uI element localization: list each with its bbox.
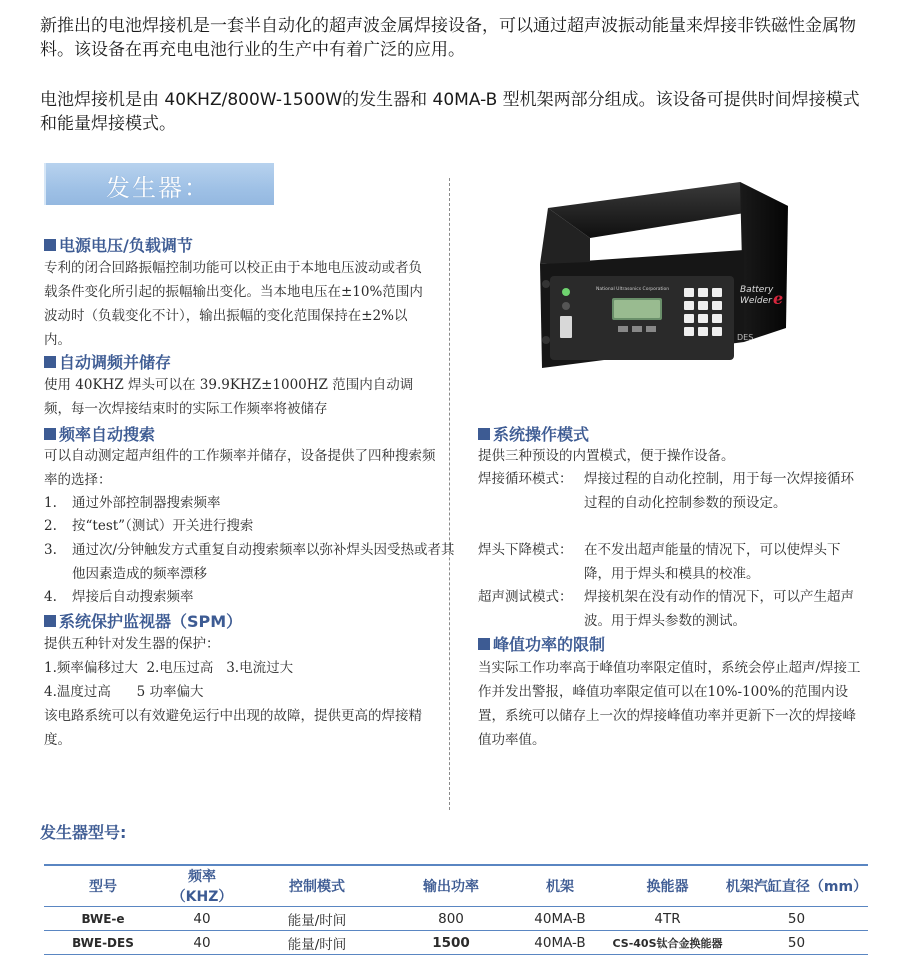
column-header: 频率（KHZ） bbox=[171, 869, 233, 905]
table-cell: BWE-DES bbox=[72, 935, 134, 950]
section-frequency-search bbox=[44, 422, 155, 445]
spm-intro: 提供五种针对发生器的保护： bbox=[44, 636, 220, 652]
table-cell: 800 bbox=[438, 910, 464, 927]
list-number: 3. bbox=[44, 542, 57, 558]
table-cell: 40MA-B bbox=[534, 934, 586, 951]
table-row bbox=[44, 907, 868, 931]
list-number: 4. bbox=[44, 589, 57, 605]
voltage-load-text: 专利的闭合回路振幅控制功能可以校正由于本地电压波动或者负载条件变化所引起的振幅输出变化。当本地电压在±10%范围内波动时（负载变化不计），输出振幅的变化范围保持在±2%以内。 bbox=[44, 260, 423, 348]
operation-modes-intro: 提供三种预设的内置模式，便于操作设备。 bbox=[478, 448, 735, 464]
company-label: National Ultrasonics Corporation bbox=[596, 287, 670, 292]
section-title: 系统保护监视器（SPM） bbox=[59, 612, 243, 631]
table-cell: CS-40S钛合金换能器 bbox=[612, 936, 723, 950]
mode-text: 焊接过程的自动化控制，用于每一次焊接循环过程的自动化控制参数的预设定。 bbox=[584, 471, 854, 511]
section-title: 电源电压/负载调节 bbox=[59, 236, 193, 255]
square-bullet-icon bbox=[44, 615, 56, 627]
generator-device-image bbox=[530, 180, 790, 368]
table-cell: 50 bbox=[787, 910, 806, 927]
column-header: 输出功率 bbox=[423, 879, 479, 895]
table-cell: 4TR bbox=[654, 910, 681, 927]
list-text: 通过外部控制器搜索频率 bbox=[72, 495, 221, 511]
generator-banner-label: 发生器： bbox=[106, 174, 210, 202]
table-cell: 40 bbox=[193, 934, 211, 951]
generator-models-title: 发生器型号: bbox=[40, 823, 127, 842]
list-text: 按“test”（测试）开关进行搜索 bbox=[72, 518, 254, 534]
table-cell: 能量/时间 bbox=[287, 912, 347, 929]
column-header: 机架 bbox=[546, 879, 574, 895]
table-cell: BWE-e bbox=[81, 911, 125, 926]
generator-device-drawing bbox=[530, 180, 790, 368]
section-title: 自动调频并储存 bbox=[59, 353, 172, 372]
generator-banner bbox=[44, 163, 274, 205]
list-text: 焊接后自动搜索频率 bbox=[72, 589, 194, 605]
mode-label: 焊接循环模式： bbox=[478, 471, 573, 487]
column-header: 控制模式 bbox=[289, 879, 345, 895]
mode-text: 焊接机架在没有动作的情况下，可以产生超声波。用于焊头参数的测试。 bbox=[584, 589, 854, 629]
column-header: 换能器 bbox=[646, 879, 689, 895]
square-bullet-icon bbox=[44, 356, 56, 368]
list-number: 1. bbox=[44, 495, 57, 511]
table-cell: 40 bbox=[193, 910, 211, 927]
table-cell: 1500 bbox=[432, 934, 470, 951]
brand-line-1: Battery bbox=[740, 285, 774, 295]
peak-power-text: 当实际工作功率高于峰值功率限定值时，系统会停止超声/焊接工作并发出警报，峰值功率限定值可以在10%-100%的范围内设置，系统可以储存上一次的焊接峰值功率并更新下一次的焊接峰值功率值。 bbox=[478, 660, 861, 748]
section-spm bbox=[44, 609, 242, 632]
mode-label: 焊头下降模式： bbox=[478, 542, 573, 558]
column-header: 型号 bbox=[89, 879, 117, 895]
table-header-row bbox=[44, 865, 868, 907]
section-voltage-load bbox=[44, 233, 193, 256]
section-peak-power bbox=[478, 632, 605, 655]
section-operation-modes bbox=[478, 422, 589, 445]
brand-line-2: Welder bbox=[740, 296, 772, 306]
mode-text: 在不发出超声能量的情况下，可以使焊头下降，用于焊头和模具的校准。 bbox=[584, 542, 841, 582]
intro-paragraph-1: 新推出的电池焊接机是一套半自动化的超声波金属焊接设备，可以通过超声波振动能量来焊接非铁磁性金属物料。该设备在再充电电池行业的生产中有着广泛的应用。 bbox=[40, 16, 856, 60]
section-auto-tuning bbox=[44, 350, 171, 373]
spm-text: 该电路系统可以有效避免运行中出现的故障，提供更高的焊接精度。 bbox=[44, 708, 422, 748]
table-cell: 能量/时间 bbox=[287, 936, 347, 953]
spm-line-1: 1.频率偏移过大 2.电压过高 3.电流过大 bbox=[44, 660, 294, 676]
mode-label: 超声测试模式： bbox=[478, 589, 573, 605]
section-title: 系统操作模式 bbox=[493, 425, 590, 444]
table-cell: 50 bbox=[787, 934, 806, 951]
section-title: 频率自动搜索 bbox=[59, 425, 156, 444]
intro-paragraph-2: 电池焊接机是由 40KHZ/800W-1500W的发生器和 40MA-B 型机架两部分组成。该设备可提供时间焊接模式和能量焊接模式。 bbox=[40, 90, 860, 134]
brand-mark: e bbox=[773, 289, 784, 308]
square-bullet-icon bbox=[478, 428, 490, 440]
table-cell: 40MA-B bbox=[534, 910, 586, 927]
list-text: 通过次/分钟触发方式重复自动搜索频率以弥补焊头因受热或者其他因素造成的频率漂移 bbox=[72, 542, 455, 582]
list-number: 2. bbox=[44, 518, 57, 534]
generator-models-table bbox=[44, 864, 868, 955]
spm-line-2: 4.温度过高 5 功率偏大 bbox=[44, 684, 204, 700]
square-bullet-icon bbox=[478, 638, 490, 650]
section-title: 峰值功率的限制 bbox=[493, 635, 606, 654]
auto-tuning-text: 使用 40KHZ 焊头可以在 39.9KHZ±1000HZ 范围内自动调频，每一次焊接结束时的实际工作频率将被储存 bbox=[44, 377, 414, 417]
square-bullet-icon bbox=[44, 428, 56, 440]
frequency-search-text: 可以自动测定超声组件的工作频率并储存，设备提供了四种搜索频率的选择： bbox=[44, 448, 436, 488]
square-bullet-icon bbox=[44, 239, 56, 251]
model-label: DES bbox=[737, 333, 754, 342]
column-header: 机架汽缸直径（mm） bbox=[725, 879, 868, 895]
